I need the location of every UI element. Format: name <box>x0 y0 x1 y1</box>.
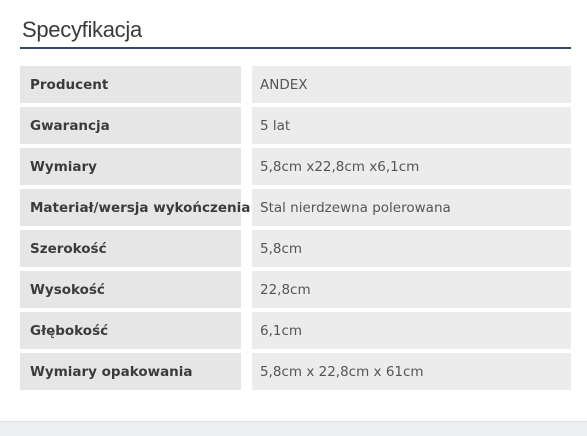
spec-label: Szerokość <box>20 230 241 267</box>
spec-row-szerokosc <box>20 230 571 267</box>
spec-value: 22,8cm <box>252 271 571 308</box>
spec-label: Gwarancja <box>20 107 241 144</box>
title-divider <box>20 47 571 49</box>
spec-label: Materiał/wersja wykończenia <box>20 189 241 226</box>
spec-row-material <box>20 189 571 226</box>
spec-value: 5,8cm <box>252 230 571 267</box>
spec-value: 6,1cm <box>252 312 571 349</box>
spec-label: Głębokość <box>20 312 241 349</box>
spec-value: 5,8cm x 22,8cm x 61cm <box>252 353 571 390</box>
page-bottom-strip <box>0 421 587 436</box>
spec-row-glebokosc <box>20 312 571 349</box>
spec-value: 5,8cm x22,8cm x6,1cm <box>252 148 571 185</box>
spec-row-producent <box>20 66 571 103</box>
specification-table <box>20 66 571 394</box>
spec-value: ANDEX <box>252 66 571 103</box>
spec-row-wymiary-opakowania <box>20 353 571 390</box>
spec-label: Wymiary opakowania <box>20 353 241 390</box>
spec-label: Wymiary <box>20 148 241 185</box>
spec-label: Producent <box>20 66 241 103</box>
spec-value: Stal nierdzewna polerowana <box>252 189 571 226</box>
spec-label: Wysokość <box>20 271 241 308</box>
spec-row-gwarancja <box>20 107 571 144</box>
spec-row-wymiary <box>20 148 571 185</box>
spec-value: 5 lat <box>252 107 571 144</box>
section-title: Specyfikacja <box>22 17 142 42</box>
spec-row-wysokosc <box>20 271 571 308</box>
